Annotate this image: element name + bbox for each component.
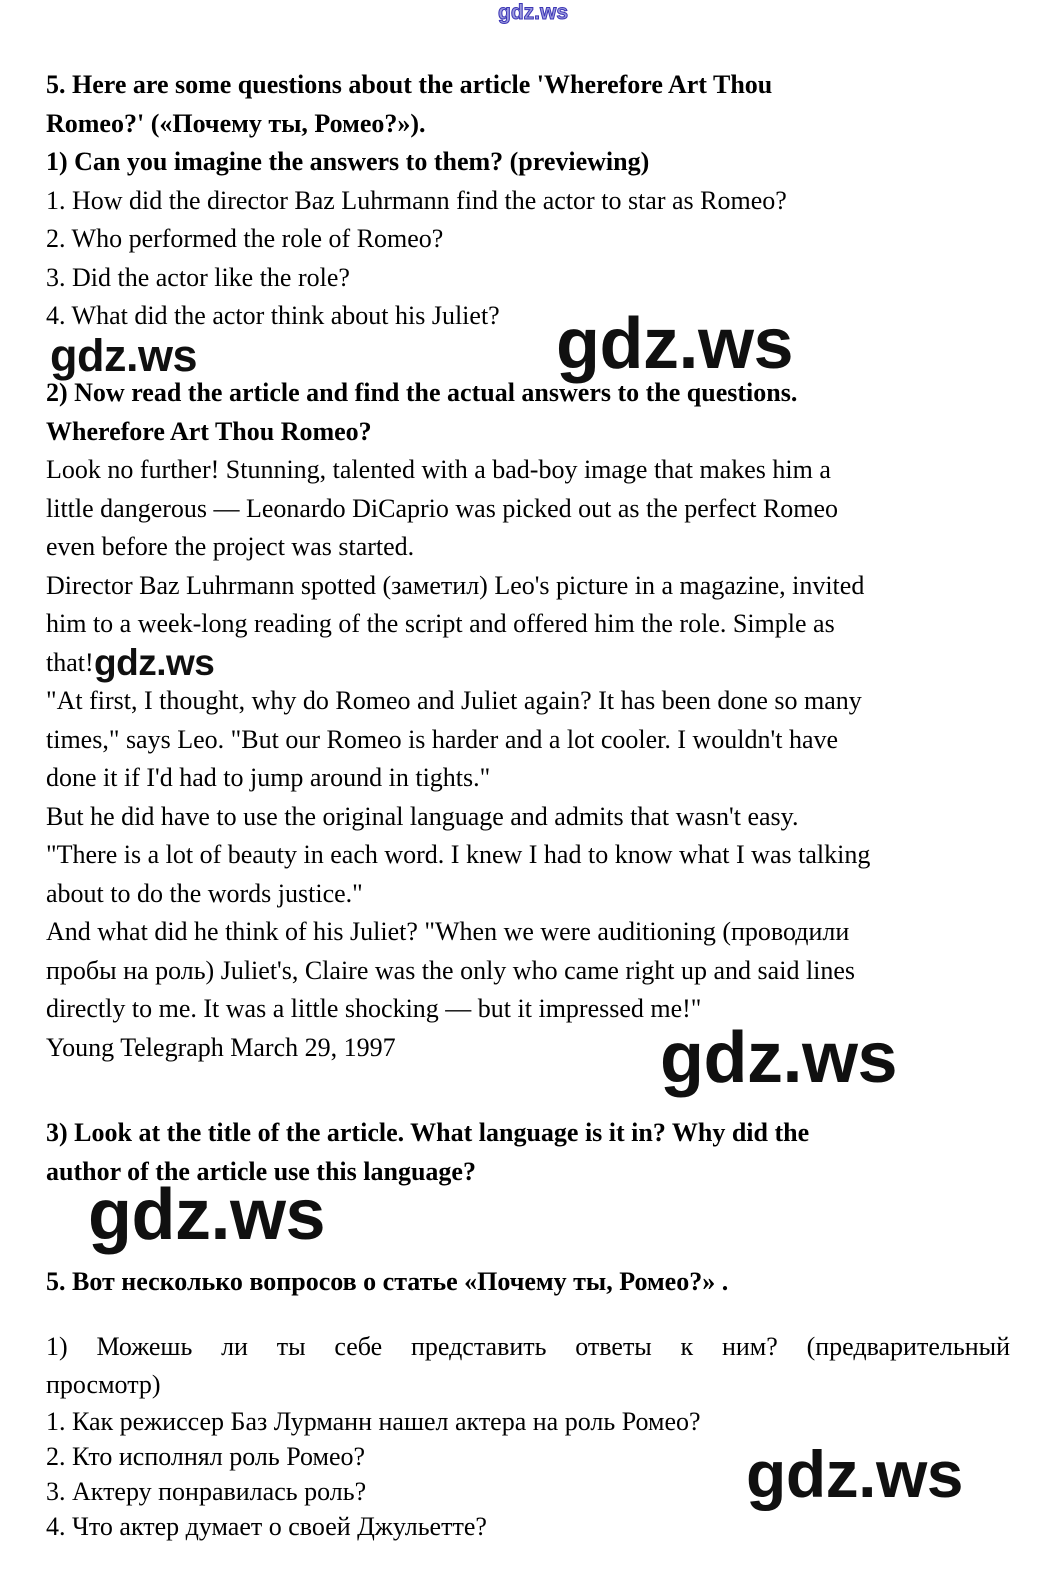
article-line: Look no further! Stunning, talented with a bad-boy image that makes him a (46, 455, 831, 484)
watermark-gdzws-lower-left: gdz.ws (88, 1175, 326, 1255)
article-line: "There is a lot of beauty in each word. I knew I had to know what I was talking (46, 840, 871, 869)
task-ru-title: 5. Вот несколько вопросов о статье «Почему ты, Ромео?» . (46, 1267, 729, 1296)
task-ru-subtask1-line: 1) Можешь ли ты себе представить ответы к ним? (предварительный (46, 1331, 1010, 1361)
article-line: "At first, I thought, why do Romeo and Juliet again? It has been done so many (46, 686, 862, 715)
watermark-gdzws-inline: gdz.ws (94, 642, 215, 683)
article-section (46, 374, 1010, 1067)
article-title: Wherefore Art Thou Romeo? (46, 416, 372, 446)
task-title-line: 5. Here are some questions about the article 'Wherefore Art Thou (46, 70, 773, 99)
task-title-line: Romeo?' («Почему ты, Ромео?»). (46, 108, 426, 138)
task-ru-subtask1-line: просмотр) (46, 1369, 161, 1399)
article-line: times," says Leo. "But our Romeo is harder and a lot cooler. I wouldn't have (46, 724, 839, 754)
article-line: him to a week-long reading of the script and offered him the role. Simple as (46, 609, 835, 638)
question-item: 2. Who performed the role of Romeo? (46, 224, 444, 253)
article-line: But he did have to use the original language and admits that wasn't easy. (46, 801, 799, 831)
question-item: 4. What did the actor think about his Juliet? (46, 301, 500, 330)
task-ru-subtask1 (46, 1328, 1010, 1404)
article-line: that! (46, 647, 94, 677)
subtask1-label: 1) Can you imagine the answers to them? (previewing) (46, 147, 650, 176)
question-item-ru: 4. Что актер думает о своей Джульетте? (46, 1512, 487, 1542)
subtask3-line: 3) Look at the title of the article. What language is it in? Why did the (46, 1118, 810, 1147)
question-item-ru: 3. Актеру понравилась роль? (46, 1476, 367, 1506)
article-line: even before the project was started. (46, 532, 415, 561)
subtask3-section (46, 1114, 1010, 1191)
article-line: And what did he think of his Juliet? "When we were auditioning (проводили (46, 917, 850, 946)
article-line: done it if I'd had to jump around in tights." (46, 763, 491, 792)
watermark-gdzws-mid-right: gdz.ws (556, 304, 794, 384)
question-item-ru: 1. Как режиссер Баз Лурманн нашел актера на роль Ромео? (46, 1406, 701, 1436)
subtask2-label: 2) Now read the article and find the actual answers to the questions. (46, 378, 798, 407)
article-line: Director Baz Luhrmann spotted (заметил) Leo's picture in a magazine, invited (46, 570, 865, 600)
task-ru-heading (46, 1263, 1010, 1302)
question-item-ru: 2. Кто исполнял роль Ромео? (46, 1441, 366, 1471)
article-line: пробы на роль) Juliet's, Claire was the only who came right up and said lines (46, 955, 856, 985)
article-line: directly to me. It was a little shocking — but it impressed me!" (46, 994, 702, 1023)
article-line: little dangerous — Leonardo DiCaprio was picked out as the perfect Romeo (46, 493, 839, 523)
watermark-gdzws-bottom-right: gdz.ws (746, 1437, 964, 1511)
question-item: 3. Did the actor like the role? (46, 262, 350, 292)
watermark-gdzws-article-right: gdz.ws (660, 1018, 898, 1098)
article-source: Young Telegraph March 29, 1997 (46, 1032, 396, 1062)
watermark-gdzws-mid-left: gdz.ws (50, 330, 198, 381)
page-content (46, 66, 1010, 1544)
task-ru-questions (46, 1404, 1010, 1545)
watermark-gdzws-top: gdz.ws (498, 1, 569, 24)
task-en-heading (46, 66, 1010, 336)
article-line: about to do the words justice." (46, 878, 363, 908)
subtask3-line: author of the article use this language? (46, 1156, 476, 1186)
question-item: 1. How did the director Baz Luhrmann find the actor to star as Romeo? (46, 185, 787, 215)
